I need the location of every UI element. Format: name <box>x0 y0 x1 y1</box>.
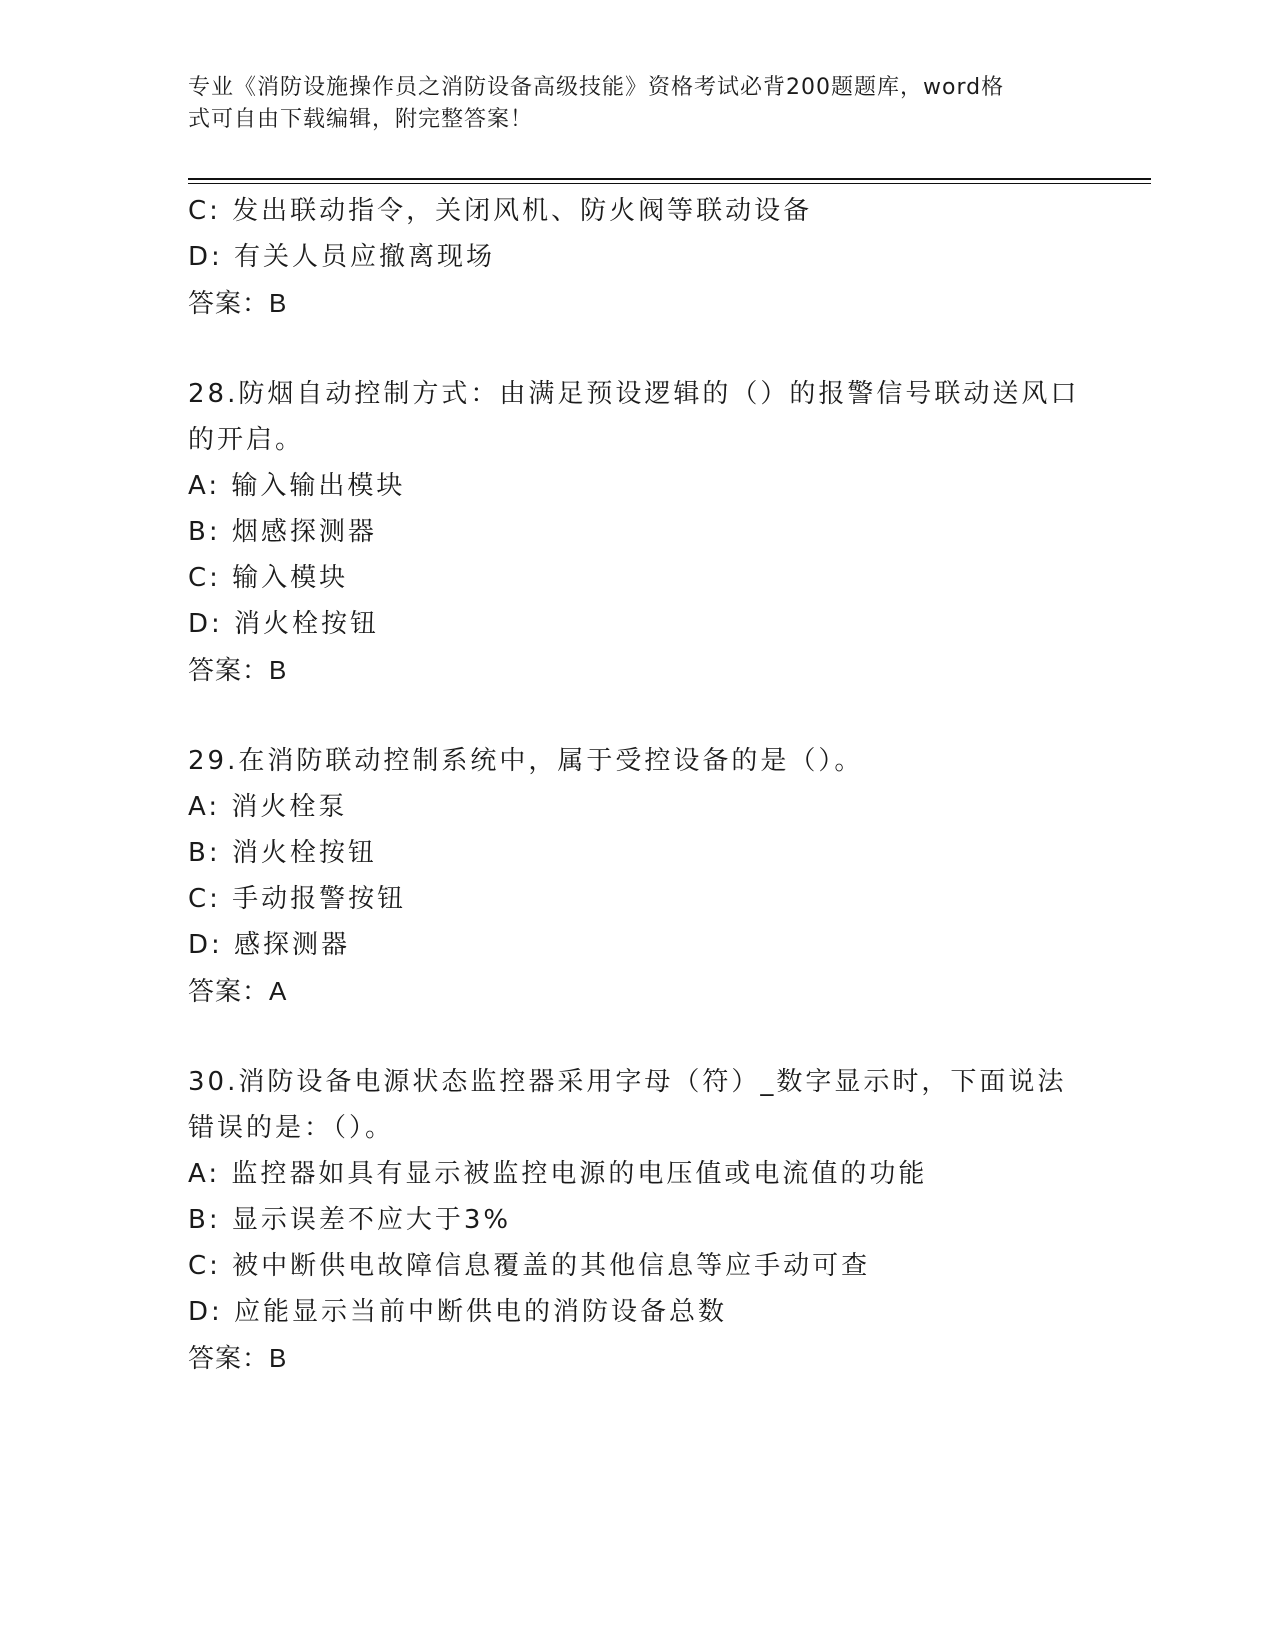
answer-line: 答案：B <box>188 1343 288 1373</box>
option-d: D: 有关人员应撤离现场 <box>188 242 496 272</box>
option-c: C: 发出联动指令，关闭风机、防火阀等联动设备 <box>188 196 813 226</box>
header-divider-thick <box>188 178 1151 180</box>
question-stem-continued: 的开启。 <box>188 425 305 455</box>
spacer <box>188 693 1088 738</box>
option-a: A: 输入输出模块 <box>188 471 406 501</box>
option-b: B: 烟感探测器 <box>188 517 377 547</box>
question-27-continued <box>188 188 1088 326</box>
option-a: A: 监控器如具有显示被监控电源的电压值或电流值的功能 <box>188 1159 928 1189</box>
question-29 <box>188 738 1088 1014</box>
header-divider-thin <box>188 183 1151 184</box>
question-list <box>188 188 1088 1381</box>
option-b: B: 消火栓按钮 <box>188 838 377 868</box>
answer-line: 答案：A <box>188 976 288 1006</box>
option-a: A: 消火栓泵 <box>188 792 348 822</box>
question-28 <box>188 371 1088 693</box>
option-d: D: 感探测器 <box>188 930 351 960</box>
question-stem: 29.在消防联动控制系统中，属于受控设备的是（）。 <box>188 746 864 776</box>
question-stem: 30.消防设备电源状态监控器采用字母（符）_数字显示时，下面说法 <box>188 1067 1067 1097</box>
answer-line: 答案：B <box>188 288 288 318</box>
answer-line: 答案：B <box>188 655 288 685</box>
option-c: C: 输入模块 <box>188 563 349 593</box>
option-c: C: 手动报警按钮 <box>188 884 407 914</box>
header-title-line1: 专业《消防设施操作员之消防设备高级技能》资格考试必背200题题库，word格 <box>188 75 1005 100</box>
spacer <box>188 326 1088 371</box>
spacer <box>188 1014 1088 1059</box>
header-title-line2: 式可自由下载编辑，附完整答案！ <box>188 107 534 132</box>
option-c: C: 被中断供电故障信息覆盖的其他信息等应手动可查 <box>188 1251 871 1281</box>
question-stem-continued: 错误的是：（）。 <box>188 1113 395 1143</box>
page-header <box>188 72 1088 136</box>
option-d: D: 消火栓按钮 <box>188 609 380 639</box>
question-stem: 28.防烟自动控制方式：由满足预设逻辑的（）的报警信号联动送风口 <box>188 379 1080 409</box>
option-b: B: 显示误差不应大于3% <box>188 1205 512 1235</box>
option-d: D: 应能显示当前中断供电的消防设备总数 <box>188 1297 728 1327</box>
question-30 <box>188 1059 1088 1381</box>
